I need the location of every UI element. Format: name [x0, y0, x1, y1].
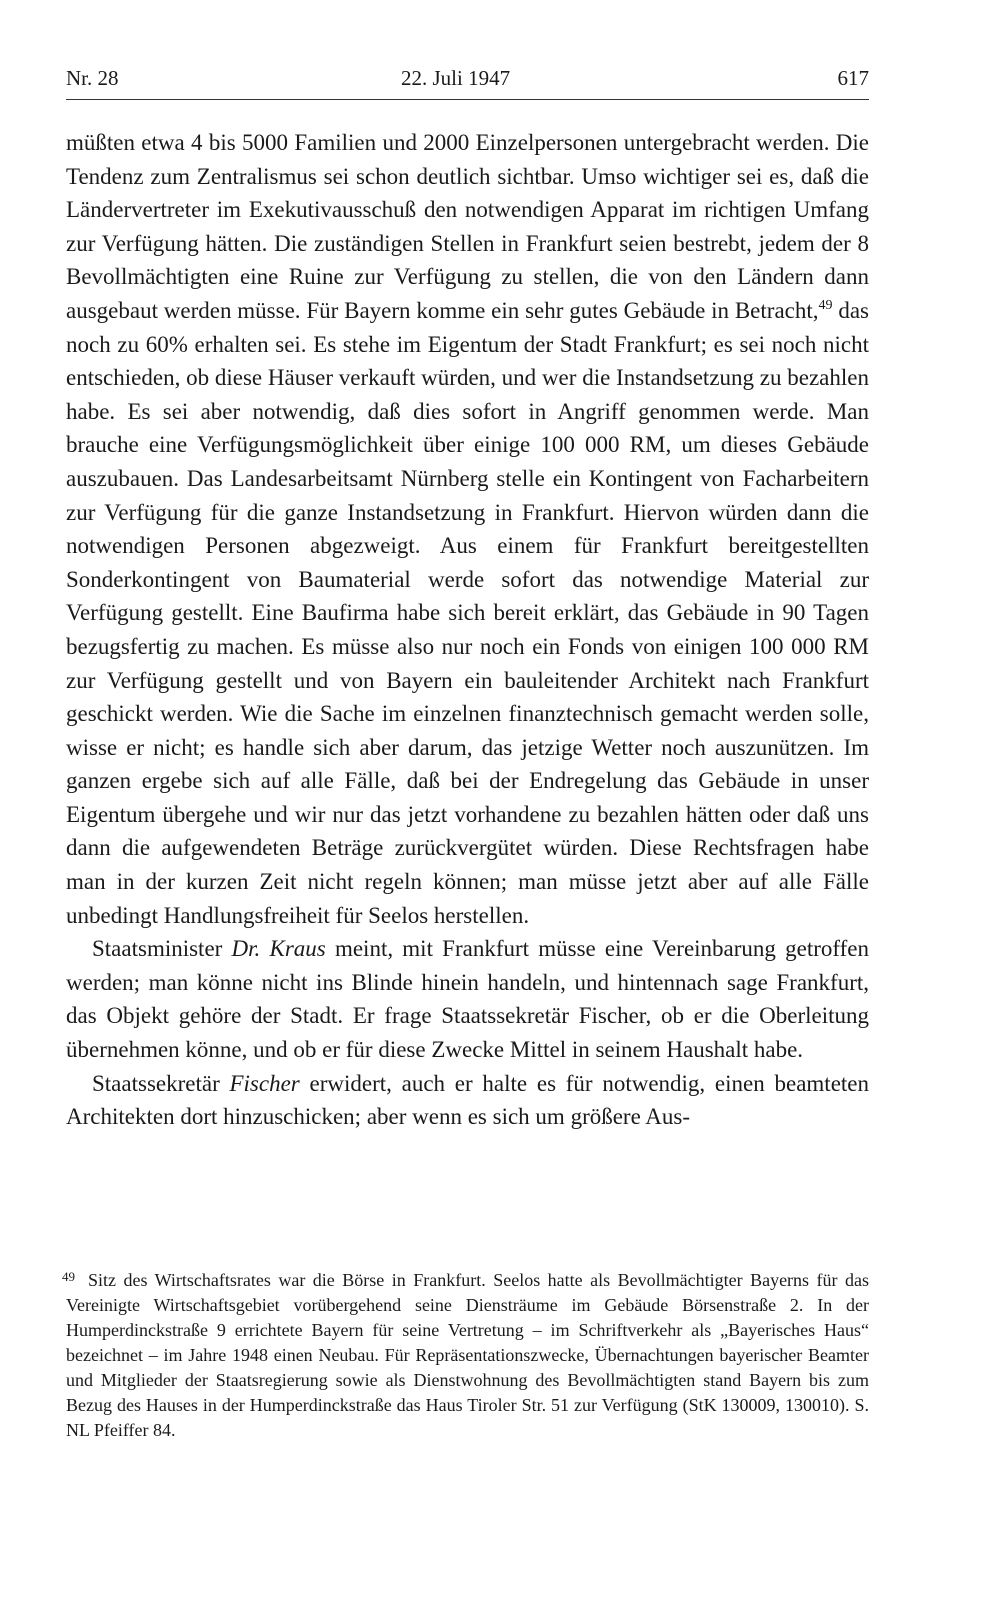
footnote-reference[interactable]: 49 [818, 297, 833, 313]
issue-number: Nr. 28 [66, 66, 119, 90]
text-run: Staatsminister [92, 936, 232, 962]
text-run: das noch zu 60% erhalten sei. Es stehe im Eigentum der Stadt Frankfurt; es sei noch nicht entschieden, ob diese Häuser verkauft würden, und wer die Instandsetzung zu bezahlen habe. Es sei aber notwendig, daß dies sofort in Angriff genommen werde. Man brauche eine Verfügungsmöglichkeit über einige 100 000 RM, um dieses Gebäude auszubauen. Das Landesarbeitsamt Nürnberg stelle ein Kontingent von Facharbeitern zur Verfügung für die ganze Instandsetzung in Frankfurt. Hiervon würden dann die notwendigen Personen abgezweigt. Aus einem für Frankfurt bereitgestellten Sonderkontingent von Baumaterial werde sofort das notwendige Material zur Verfügung gestellt. Eine Baufirma habe sich bereit erklärt, das Gebäude in 90 Tagen bezugsfertig zu machen. Es müsse also nur noch ein Fonds von einigen 100 000 RM zur Verfügung gestellt und von Bayern ein bauleitender Architekt nach Frankfurt geschickt werden. Wie die Sache im einzelnen finanztechnisch gemacht werden solle, wisse er nicht; es handle sich aber darum, das jetzige Wetter noch auszunützen. Im ganzen ergebe sich auf alle Fälle, daß bei der Endregelung das Gebäude in unser Eigentum übergehe und wir nur das jetzt vorhandene zu bezahlen hätten oder daß uns dann die aufgewendeten Beträge zurückvergütet würden. Diese Rechtsfragen habe man in der kurzen Zeit nicht regeln können; man müsse jetzt aber auf alle Fälle unbedingt Handlungsfreiheit für Seelos herstellen. [66, 297, 869, 928]
footnote-text: Sitz des Wirtschaftsrates war die Börse in Frankfurt. Seelos hatte als Bevollmächtigter Bayerns für das Vereinigte Wirtschaftsgebiet vorübergehend seine Diensträume im Gebäude Börsenstraße 2. In der Humperdinckstraße 9 errichtete Bayern für seine Vertretung – im Schriftverkehr als „Bayerisches Haus“ bezeichnet – im Jahre 1948 einen Neubau. Für Repräsentationszwecke, Übernachtungen bayerischer Beamter und Mitglieder der Staatsregierung sowie als Dienstwohnung des Bevollmächtigten stand Bayern bis zum Bezug des Hauses in der Humperdinckstraße das Haus Tiroler Str. 51 zur Verfügung (StK 130009, 130010). S. NL Pfeiffer 84. [66, 1270, 869, 1440]
text-run: Staatssekretär [92, 1070, 230, 1096]
text-run: müßten etwa 4 bis 5000 Familien und 2000 Einzelpersonen untergebracht werden. Die Tendenz zum Zentralismus sei schon deutlich sichtbar. Umso wichtiger sei es, daß die Ländervertreter im Exekutivausschuß den notwendigen Apparat im richtigen Umfang zur Verfügung hätten. Die zuständigen Stellen in Frankfurt seien bestrebt, jedem der 8 Bevollmächtigten eine Ruine zur Verfügung zu stellen, die von den Ländern dann ausgebaut werden müsse. Für Bayern komme ein sehr gutes Gebäude in Betracht, [66, 130, 869, 323]
footnotes [62, 1268, 869, 1443]
paragraph-3 [66, 1067, 869, 1134]
footnote-49 [62, 1268, 869, 1443]
main-text [66, 126, 869, 1134]
running-head [66, 66, 869, 100]
footnote-number: 49 [62, 1269, 75, 1284]
speaker-name: Dr. Kraus [231, 936, 326, 962]
header-rule [66, 99, 869, 100]
text-run: erwidert, auch er halte es für notwendig, einen beamteten Architekten dort hinzuschicken; aber wenn es sich um größere Aus- [66, 1070, 869, 1130]
paragraph-1 [66, 126, 869, 932]
paragraph-2 [66, 932, 869, 1066]
text-run: meint, mit Frankfurt müsse eine Vereinbarung getroffen werden; man könne nicht ins Blinde hinein handeln, und hintennach sage Frankfurt, das Objekt gehöre der Stadt. Er frage Staatssekretär Fischer, ob er die Oberleitung übernehmen könne, und ob er für diese Zwecke Mittel in seinem Haushalt habe. [66, 936, 869, 1063]
speaker-name: Fischer [229, 1070, 300, 1096]
session-date: 22. Juli 1947 [401, 66, 511, 90]
page-number: 617 [837, 66, 869, 90]
